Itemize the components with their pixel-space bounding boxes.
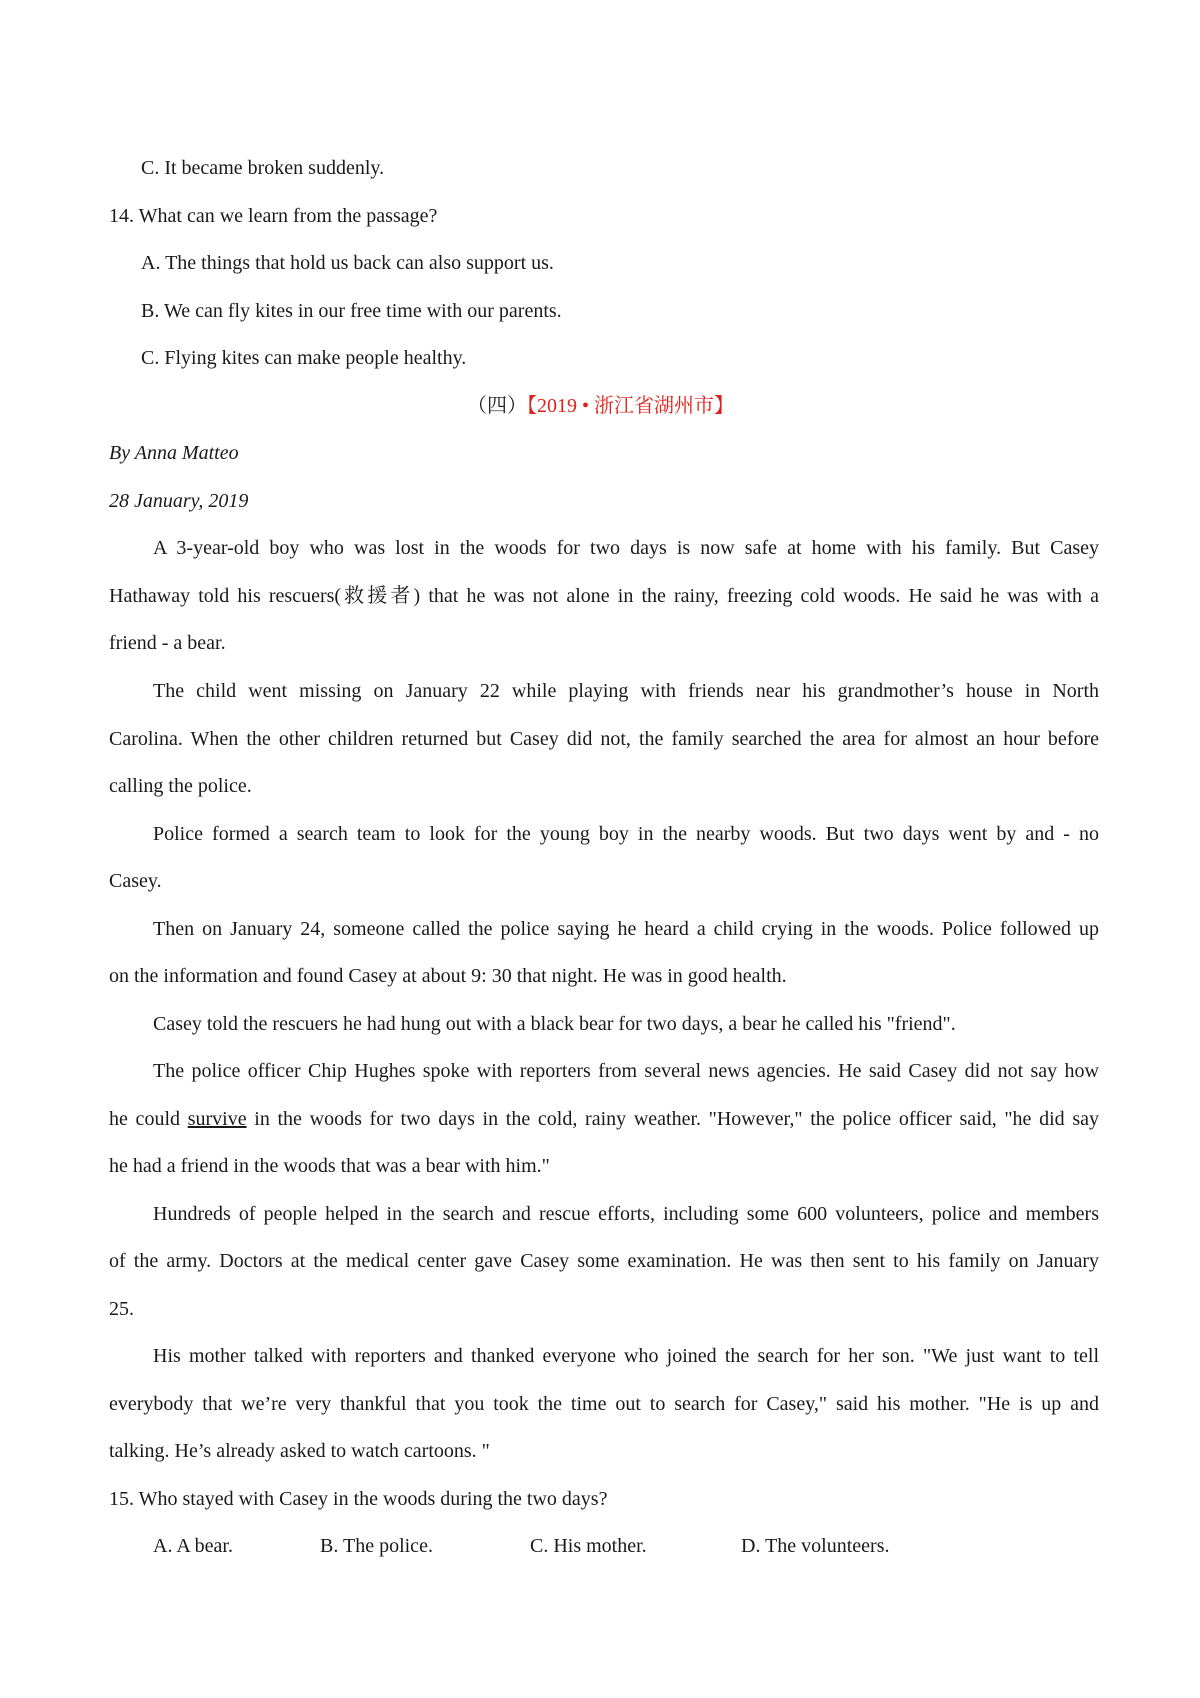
p1-line2: Hathaway told his rescuers(救援者) that he was not alone in the rainy, freezing cold woods. He said he was with a (109, 585, 1099, 607)
underlined-word-survive: survive (187, 1108, 247, 1130)
q14-question: 14. What can we learn from the passage? (109, 205, 438, 227)
p6-line1: The police officer Chip Hughes spoke with reporters from several news agencies. He said Casey did not say how (153, 1060, 1099, 1082)
q15-option-b: B. The police. (320, 1535, 433, 1557)
article-date: 28 January, 2019 (109, 490, 249, 512)
p3-line1: Police formed a search team to look for the young boy in the nearby woods. But two days went by and - no (153, 823, 1099, 845)
q15-option-c: C. His mother. (530, 1535, 647, 1557)
section-number: （四） (467, 395, 527, 417)
p8-line1: His mother talked with reporters and thanked everyone who joined the search for her son. "We just want to tell (153, 1345, 1099, 1367)
q15-option-a: A. A bear. (153, 1535, 233, 1557)
p2-line2: Carolina. When the other children returned but Casey did not, the family searched the area for almost an hour before (109, 728, 1099, 750)
p6-line2-after: in the woods for two days in the cold, rainy weather. "However," the police officer said, "he did say (246, 1108, 1100, 1130)
q14-option-c: C. Flying kites can make people healthy. (141, 347, 467, 369)
p7-line1: Hundreds of people helped in the search and rescue efforts, including some 600 volunteers, police and members (153, 1203, 1099, 1225)
q15-question: 15. Who stayed with Casey in the woods during the two days? (109, 1488, 608, 1510)
p7-line3: 25. (109, 1298, 134, 1320)
article-byline: By Anna Matteo (109, 442, 239, 464)
p1-line3: friend - a bear. (109, 632, 226, 654)
p2-line1: The child went missing on January 22 while playing with friends near his grandmother’s house in North (153, 680, 1099, 702)
p8-line2: everybody that we’re very thankful that you took the time out to search for Casey," said his mother. "He is up and (109, 1393, 1099, 1415)
q14-option-a: A. The things that hold us back can also support us. (141, 252, 554, 274)
p7-line2: of the army. Doctors at the medical center gave Casey some examination. He was then sent to his family on January (109, 1250, 1099, 1272)
p3-line2: Casey. (109, 870, 162, 892)
p4-line2: on the information and found Casey at about 9: 30 that night. He was in good health. (109, 965, 787, 987)
p5-line1: Casey told the rescuers he had hung out with a black bear for two days, a bear he called his "friend". (153, 1013, 956, 1035)
q14-option-b: B. We can fly kites in our free time with our parents. (141, 300, 562, 322)
q13-option-c: C. It became broken suddenly. (141, 157, 385, 179)
p8-line3: talking. He’s already asked to watch cartoons. " (109, 1440, 490, 1462)
p6-line2-before: he could (109, 1108, 188, 1130)
q15-option-d: D. The volunteers. (741, 1535, 890, 1557)
p6-line2 (109, 1107, 1099, 1131)
p4-line1: Then on January 24, someone called the police saying he heard a child crying in the woods. Police followed up (153, 918, 1099, 940)
section-source: 【2019 • 浙江省湖州市】 (527, 395, 735, 417)
p1-line1: A 3-year-old boy who was lost in the woods for two days is now safe at home with his family. But Casey (153, 537, 1099, 559)
p2-line3: calling the police. (109, 775, 252, 797)
p6-line3: he had a friend in the woods that was a bear with him." (109, 1155, 550, 1177)
section-heading (467, 394, 734, 418)
